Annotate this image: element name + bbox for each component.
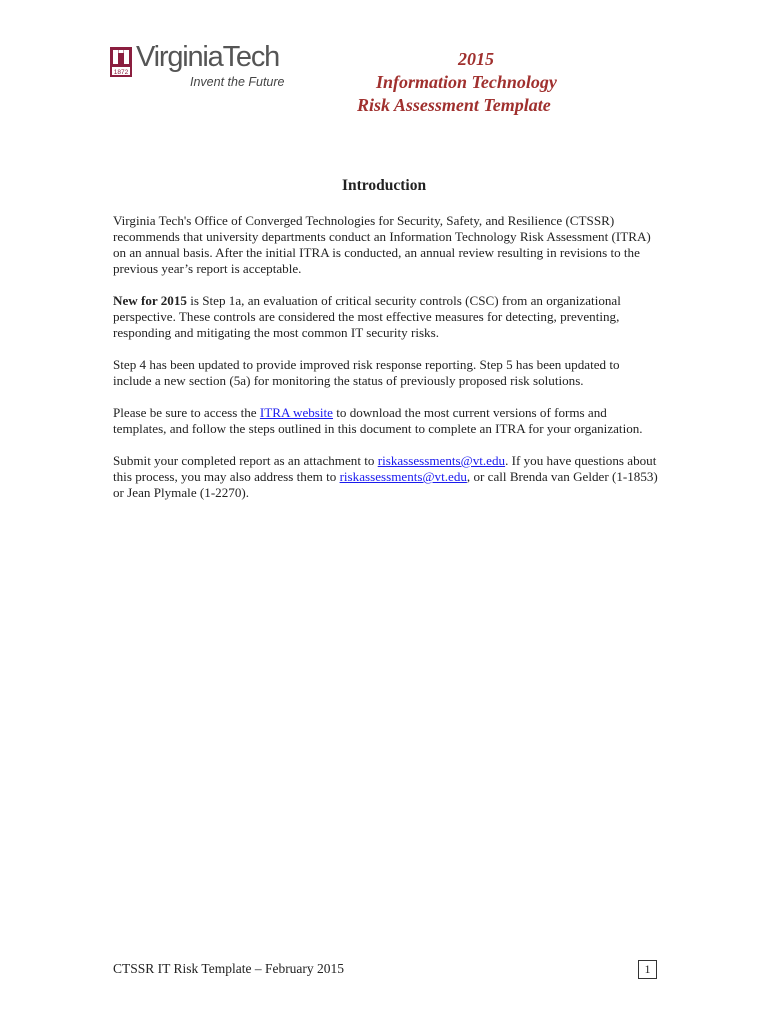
- submit-text-before: Submit your completed report as an attachment to: [113, 453, 378, 468]
- title-year: 2015: [458, 49, 494, 69]
- website-text-after: to download the most current versions of forms and templates, and follow the steps outlined in this document to complete an ITRA for your organization.: [113, 405, 643, 436]
- footer-text: CTSSR IT Risk Template – February 2015: [113, 961, 345, 976]
- submit-text-after: , or call Brenda van Gelder (1-1853) or Jean Plymale (1-2270).: [113, 469, 658, 500]
- logo-tagline: Invent the Future: [190, 75, 285, 89]
- paragraph-new-for-2015: [113, 293, 661, 341]
- new-for-2015-label: New for 2015: [113, 293, 187, 308]
- new-for-2015-text: is Step 1a, an evaluation of critical security controls (CSC) from an organizational perspective. These controls are considered the most effective measures for detecting, preventing, responding and mitigating the most common IT security risks.: [113, 293, 621, 340]
- paragraph-submit: [113, 453, 661, 501]
- submit-text-middle: . If you have questions about this process, you may also address them to: [113, 453, 657, 484]
- logo-name: VirginiaTech: [136, 41, 280, 73]
- email-link-2[interactable]: riskassessments@vt.edu: [339, 469, 467, 484]
- website-text-before: Please be sure to access the: [113, 405, 260, 420]
- vt-shield-icon: [110, 47, 132, 77]
- section-heading: Introduction: [341, 177, 427, 194]
- title-line-3: Risk Assessment Template: [357, 95, 551, 115]
- virginia-tech-logo: [110, 41, 310, 94]
- paragraph-step-updates: Step 4 has been updated to provide improved risk response reporting. Step 5 has been updated to include a new section (5a) for monitoring the status of previously proposed risk solutions.: [113, 357, 620, 388]
- paragraph-intro: Virginia Tech's Office of Converged Technologies for Security, Safety, and Resilience (CTSSR) recommends that university departments conduct an Information Technology Risk Assessment (ITRA) on an annual basis. After the initial ITRA is conducted, an annual review resulting in revisions to the previous year’s report is acceptable.: [113, 213, 651, 276]
- page-number: 1: [638, 960, 657, 979]
- logo-year: 1872: [113, 69, 129, 76]
- email-link-1[interactable]: riskassessments@vt.edu: [377, 453, 506, 468]
- document-body: [113, 213, 661, 517]
- title-line-2: Information Technology: [376, 72, 557, 92]
- itra-website-link[interactable]: ITRA website: [259, 405, 333, 420]
- paragraph-website: [113, 405, 661, 437]
- document-title: [350, 48, 590, 117]
